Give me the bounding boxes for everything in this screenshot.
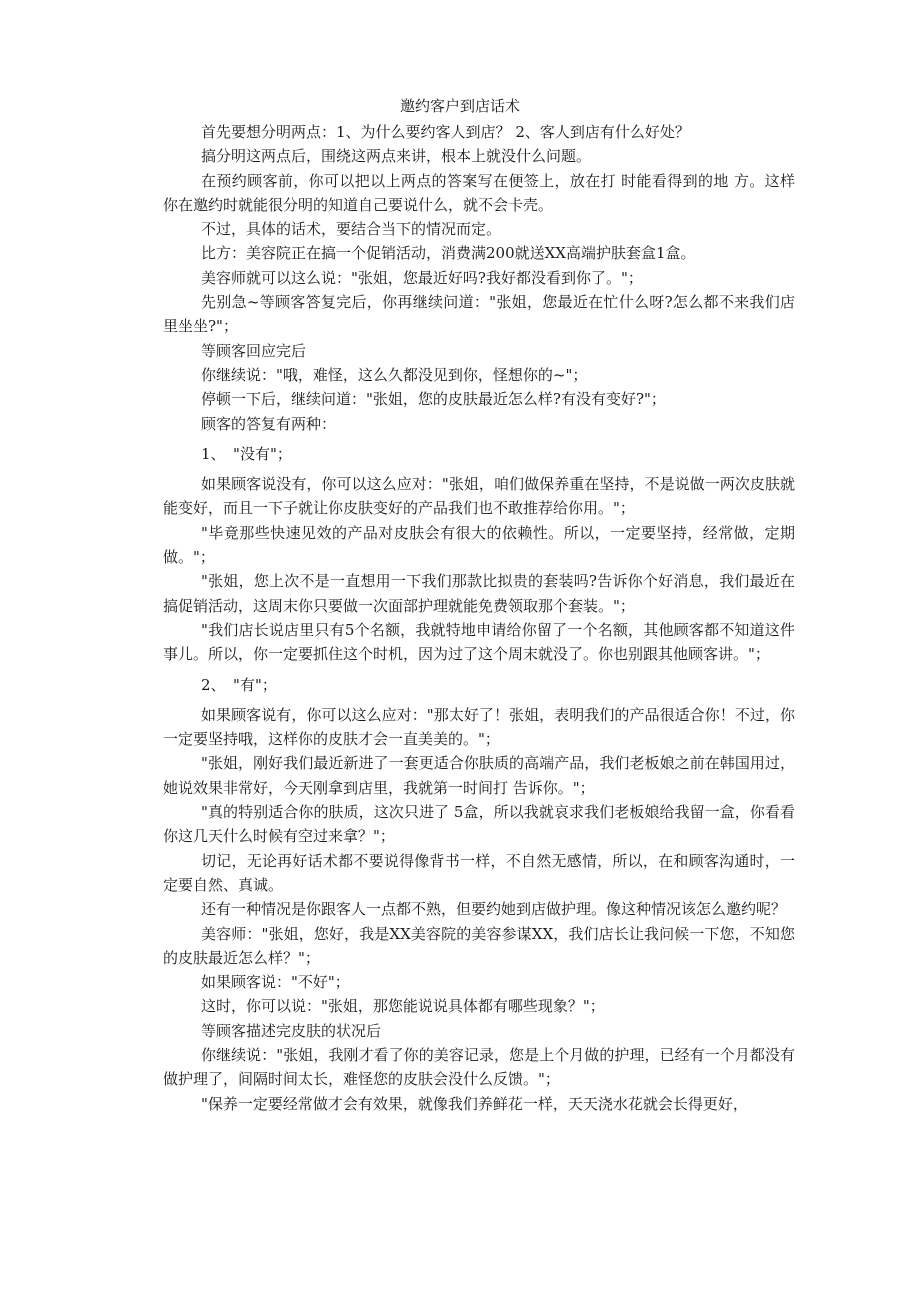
document-title: 邀约客户到店话术	[399, 97, 520, 115]
paragraph: "保养一定要经常做才会有效果，就像我们养鲜花一样，天天浇水花就会长得更好，	[201, 1094, 748, 1113]
list-heading-2: 2、 "有"；	[201, 675, 277, 694]
paragraph: "毕竟那些快速见效的产品对皮肤会有很大的依赖性。所以，一定要坚持，经常做，定期做。"；	[163, 523, 795, 567]
paragraph: 首先要想分明两点：1、为什么要约客人到店？ 2、客人到店有什么好处？	[201, 123, 690, 141]
paragraph: 搞分明这两点后，围绕这两点来讲，根本上就没什么问题。	[201, 147, 592, 166]
paragraph: 如果顾客说："不好"；	[201, 973, 350, 992]
paragraph: "张姐，您上次不是一直想用一下我们那款比拟贵的套装吗?告诉你个好消息，我们最近在搞促销活动，这周末你只要做一次面部护理就能免费领取那个套装。"；	[163, 572, 795, 615]
paragraph: 停顿一下后，继续问道："张姐，您的皮肤最近怎么样?有没有变好?"；	[201, 390, 666, 409]
paragraph: 先别急~等顾客答复完后，你再继续问道："张姐，您最近在忙什么呀?怎么都不来我们店里坐坐?"；	[163, 293, 795, 336]
paragraph: 不过，具体的话术，要结合当下的情况而定。	[201, 220, 502, 239]
paragraph: "张姐，刚好我们最近新进了一套更适合你肤质的高端产品，我们老板娘之前在韩国用过，她说效果非常好，今天刚拿到店里，我就第一时间打 告诉你。"；	[163, 754, 795, 797]
paragraph: "真的特别适合你的肤质，这次只进了 5盒，所以我就哀求我们老板娘给我留一盒，你看看你这几天什么时候有空过来拿？"；	[163, 803, 795, 846]
paragraph: 你继续说："哦，难怪，这么久都没见到你，怪想你的~"；	[201, 365, 588, 384]
paragraph: "我们店长说店里只有5个名额，我就特地申请给你留了一个名额，其他顾客都不知道这件事儿。所以，你一定要抓住这个时机，因为过了这个周末就没了。你也别跟其他顾客讲。"；	[163, 620, 795, 664]
paragraph: 切记，无论再好话术都不要说得像背书一样，不自然无感情，所以，在和顾客沟通时，一定要自然、真诚。	[163, 851, 795, 894]
paragraph: 在预约顾客前，你可以把以上两点的答案写在便签上，放在打 时能看得到的地 方。这样你在邀约时就能很分明的知道自己要说什么，就不会卡壳。	[163, 171, 795, 214]
paragraph: 等顾客描述完皮肤的状况后	[201, 1021, 382, 1040]
paragraph: 美容师就可以这么说："张姐，您最近好吗?我好都没看到你了。"；	[201, 268, 643, 287]
paragraph: 比方：美容院正在搞一个促销活动，消费满200就送XX高端护肤套盒1盒。	[201, 244, 696, 263]
paragraph: 如果顾客说没有，你可以这么应对："张姐，咱们做保养重在坚持，不是说做一两次皮肤就能变好，而且一下子就让你皮肤变好的产品我们也不敢推荐给你用。"；	[163, 475, 795, 518]
paragraph: 你继续说："张姐，我刚才看了你的美容记录，您是上个月做的护理，已经有一个月都没有做护理了，间隔时间太长，难怪您的皮肤会没什么反馈。"；	[163, 1045, 795, 1089]
paragraph: 如果顾客说有，你可以这么应对："那太好了！张姐，表明我们的产品很适合你！不过，你一定要坚持哦，这样你的皮肤才会一直美美的。"；	[163, 705, 795, 749]
paragraph: 还有一种情况是你跟客人一点都不熟，但要约她到店做护理。像这种情况该怎么邀约呢？	[201, 900, 787, 919]
paragraph: 等顾客回应完后	[201, 341, 307, 360]
document-body	[163, 120, 795, 1116]
paragraph: 美容师："张姐，您好，我是XX美容院的美容参谋XX，我们店长让我问候一下您，不知您的皮肤最近怎么样？"；	[163, 924, 795, 967]
paragraph: 这时，你可以说："张姐，那您能说说具体都有哪些现象？"；	[201, 997, 605, 1016]
paragraph: 顾客的答复有两种：	[201, 414, 337, 433]
list-heading-1: 1、 "没有"；	[201, 444, 292, 463]
